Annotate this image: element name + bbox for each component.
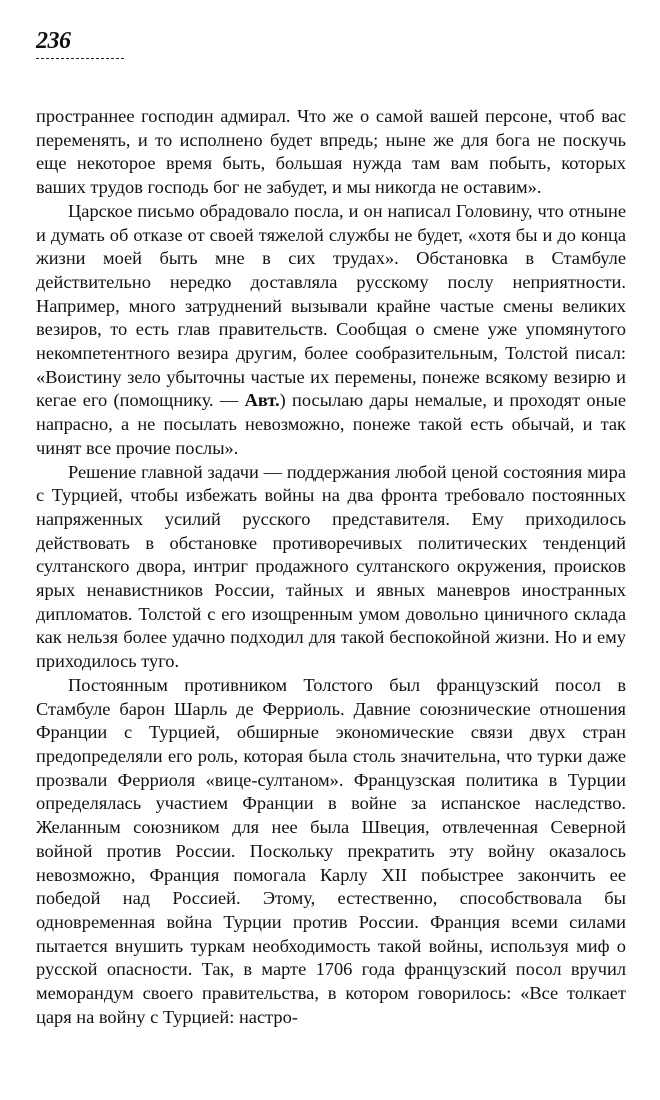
book-page — [36, 20, 626, 1090]
page-header — [36, 20, 626, 64]
paragraph-text: Решение главной задачи — поддержания любой ценой состояния мира с Турцией, чтобы избежать войны на два фронта требовало постоянных напряженных усилий русского представителя. Ему приходилось действовать в обстановке противоречивых политических тенденций султанского двора, интриг продажного султанского окружения, происков ярых ненавистников России, тайных и явных маневров иностранных дипломатов. Толстой с его изощренным умом довольно циничного склада как нельзя более удачно подходил для такой беспокойной жизни. Но и ему приходилось туго. — [36, 461, 626, 672]
paragraph-4 — [36, 674, 626, 1030]
paragraph-3 — [36, 461, 626, 674]
paragraph-2 — [36, 200, 626, 461]
page-number: 236 — [36, 28, 71, 54]
header-rule — [36, 58, 124, 59]
paragraph-text: Царское письмо обрадовало посла, и он написал Головину, что отныне и думать об отказе от своей тяжелой службы не будет, «хотя бы и до конца жизни моей быть мне в сих трудах». Обстановка в Стамбуле действительно нередко доставляла русскому послу неприятности. Например, много затруднений вызывали крайне частые смены великих везиров, то есть глав правительств. Сообщая о смене уже упомянутого некомпетентного везира другим, более сообразительным, Толстой писал: «Воистину зело убыточны частые их перемены, понеже всякому везирю и кегае его (помощнику. — — [36, 200, 626, 411]
author-note-abbreviation: Авт. — [244, 390, 280, 411]
paragraph-1 — [36, 105, 626, 200]
paragraph-text: пространнее господин адмирал. Что же о самой вашей персоне, чтоб вас переменять, и то исполнено будет впредь; ныне же для бога не поскучь еще некоторое время быть, большая нужда там вам побыть, которых ваших трудов господь бог не забудет, и мы никогда не оставим». — [36, 106, 626, 198]
paragraph-text: Постоянным противником Толстого был французский посол в Стамбуле барон Шарль де Ферриоль. Давние союзнические отношения Франции с Турцией, обширные экономические связи двух стран предопределяли его роль, которая была столь значительна, что турки даже прозвали Ферриоля «вице-султаном». Французская политика в Турции определялась участием Франции в войне за испанское наследство. Желанным союзником для нее была Швеция, отвлеченная Северной войной против России. Поскольку прекратить эту войну оказалось невозможно, Франция помогала Карлу XII побыстрее закончить ее победой над Россией. Этому, естественно, способствовала бы одновременная война Турции против России. Франция всеми силами пытается внушить туркам необходимость такой войны, используя миф о русской опасности. Так, в марте 1706 года французский посол вручил меморандум своего правительства, в котором говорилось: «Все толкает царя на войну с Турцией: настро- — [36, 674, 626, 1027]
body-text — [36, 105, 626, 1029]
paragraph-text: ) посылаю дары немалые, и проходят оные напрасно, а не посылать невозможно, понеже такой есть обычай, и так чинят все прочие послы». — [36, 390, 626, 458]
